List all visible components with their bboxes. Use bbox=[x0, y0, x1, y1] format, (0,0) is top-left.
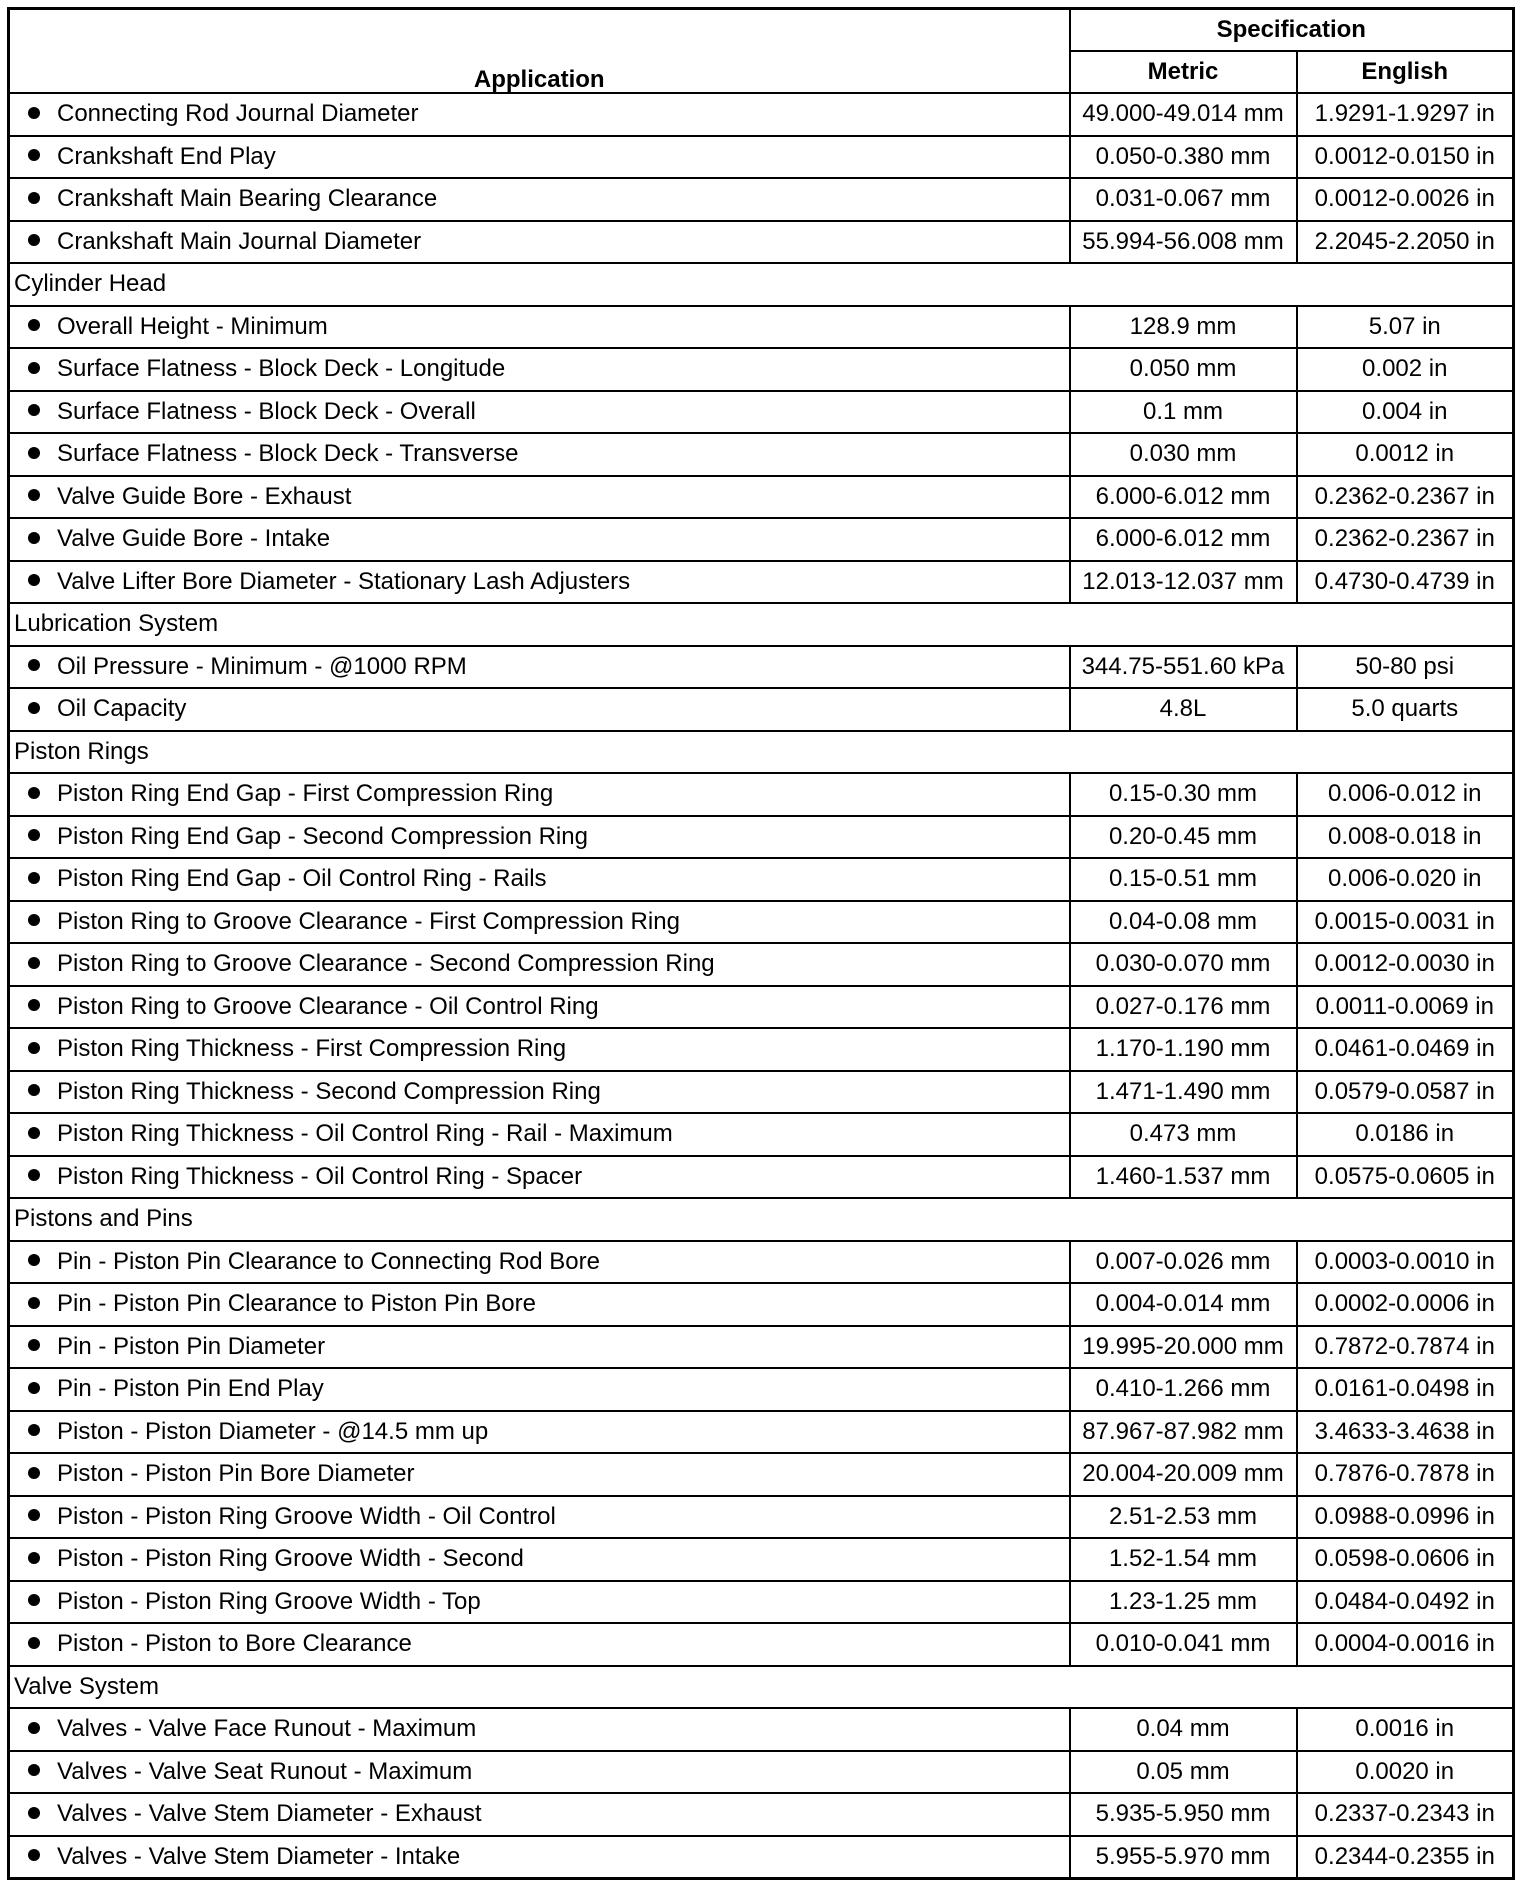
application-label: Valves - Valve Seat Runout - Maximum bbox=[57, 1757, 473, 1785]
bullet-icon bbox=[28, 872, 40, 884]
table-row bbox=[9, 1113, 1514, 1156]
bullet-icon bbox=[28, 532, 40, 544]
english-value: 50-80 psi bbox=[1297, 646, 1514, 689]
english-value: 0.0484-0.0492 in bbox=[1297, 1581, 1514, 1624]
bullet-icon bbox=[28, 319, 40, 331]
table-row bbox=[9, 1581, 1514, 1624]
section-title: Pistons and Pins bbox=[9, 1198, 1514, 1241]
english-value: 0.0020 in bbox=[1297, 1751, 1514, 1794]
english-header: English bbox=[1297, 51, 1514, 93]
english-value: 1.9291-1.9297 in bbox=[1297, 93, 1514, 136]
application-cell bbox=[9, 1453, 1070, 1496]
bullet-icon bbox=[28, 1254, 40, 1266]
application-cell bbox=[9, 943, 1070, 986]
application-cell bbox=[9, 1793, 1070, 1836]
english-value: 0.0016 in bbox=[1297, 1708, 1514, 1751]
application-cell bbox=[9, 901, 1070, 944]
metric-value: 12.013-12.037 mm bbox=[1070, 561, 1297, 604]
english-value: 0.004 in bbox=[1297, 391, 1514, 434]
application-cell bbox=[9, 1708, 1070, 1751]
application-cell bbox=[9, 1028, 1070, 1071]
application-label: Valve Guide Bore - Exhaust bbox=[57, 482, 352, 510]
application-label: Piston - Piston Diameter - @14.5 mm up bbox=[57, 1417, 489, 1445]
application-cell bbox=[9, 1496, 1070, 1539]
application-label: Piston Ring to Groove Clearance - Oil Control Ring bbox=[57, 992, 599, 1020]
application-label: Piston - Piston Ring Groove Width - Oil Control bbox=[57, 1502, 556, 1530]
table-row bbox=[9, 518, 1514, 561]
metric-value: 0.05 mm bbox=[1070, 1751, 1297, 1794]
application-cell bbox=[9, 1368, 1070, 1411]
section-header-row bbox=[9, 1198, 1514, 1241]
english-value: 0.0579-0.0587 in bbox=[1297, 1071, 1514, 1114]
table-row bbox=[9, 1368, 1514, 1411]
metric-value: 0.410-1.266 mm bbox=[1070, 1368, 1297, 1411]
application-label: Piston Ring End Gap - Second Compression Ring bbox=[57, 822, 588, 850]
metric-value: 0.030-0.070 mm bbox=[1070, 943, 1297, 986]
application-cell bbox=[9, 986, 1070, 1029]
header-row-top bbox=[9, 9, 1514, 52]
application-label: Piston Ring End Gap - First Compression Ring bbox=[57, 780, 554, 808]
english-value: 5.0 quarts bbox=[1297, 688, 1514, 731]
application-label: Valves - Valve Stem Diameter - Intake bbox=[57, 1842, 461, 1870]
table-row bbox=[9, 816, 1514, 859]
bullet-icon bbox=[28, 574, 40, 586]
application-cell bbox=[9, 1836, 1070, 1879]
application-label: Pin - Piston Pin Clearance to Connecting Rod Bore bbox=[57, 1247, 600, 1275]
bullet-icon bbox=[28, 1594, 40, 1606]
table-row bbox=[9, 433, 1514, 476]
metric-value: 1.471-1.490 mm bbox=[1070, 1071, 1297, 1114]
application-label: Valve Guide Bore - Intake bbox=[57, 525, 331, 553]
english-value: 0.0012 in bbox=[1297, 433, 1514, 476]
application-label: Surface Flatness - Block Deck - Longitude bbox=[57, 355, 506, 383]
table-row bbox=[9, 1496, 1514, 1539]
table-row bbox=[9, 1028, 1514, 1071]
table-row bbox=[9, 391, 1514, 434]
bullet-icon bbox=[28, 702, 40, 714]
english-value: 0.0575-0.0605 in bbox=[1297, 1156, 1514, 1199]
bullet-icon bbox=[28, 107, 40, 119]
application-cell bbox=[9, 688, 1070, 731]
table-row bbox=[9, 1411, 1514, 1454]
english-value: 0.2362-0.2367 in bbox=[1297, 476, 1514, 519]
metric-value: 87.967-87.982 mm bbox=[1070, 1411, 1297, 1454]
application-label: Piston - Piston Pin Bore Diameter bbox=[57, 1460, 415, 1488]
metric-value: 5.935-5.950 mm bbox=[1070, 1793, 1297, 1836]
table-row bbox=[9, 1453, 1514, 1496]
application-cell bbox=[9, 1241, 1070, 1284]
application-cell bbox=[9, 178, 1070, 221]
table-row bbox=[9, 476, 1514, 519]
bullet-icon bbox=[28, 362, 40, 374]
application-cell bbox=[9, 1326, 1070, 1369]
metric-value: 0.030 mm bbox=[1070, 433, 1297, 476]
application-cell bbox=[9, 136, 1070, 179]
english-value: 0.0011-0.0069 in bbox=[1297, 986, 1514, 1029]
metric-value: 0.473 mm bbox=[1070, 1113, 1297, 1156]
section-header-row bbox=[9, 263, 1514, 306]
bullet-icon bbox=[28, 234, 40, 246]
application-label: Piston Ring Thickness - Second Compression Ring bbox=[57, 1077, 601, 1105]
table-row bbox=[9, 943, 1514, 986]
table-row bbox=[9, 858, 1514, 901]
section-title: Valve System bbox=[9, 1666, 1514, 1709]
table-row bbox=[9, 1283, 1514, 1326]
metric-value: 0.04 mm bbox=[1070, 1708, 1297, 1751]
english-value: 0.002 in bbox=[1297, 348, 1514, 391]
metric-value: 6.000-6.012 mm bbox=[1070, 518, 1297, 561]
application-cell bbox=[9, 816, 1070, 859]
table-row bbox=[9, 93, 1514, 136]
metric-value: 0.031-0.067 mm bbox=[1070, 178, 1297, 221]
english-value: 0.0012-0.0030 in bbox=[1297, 943, 1514, 986]
metric-value: 49.000-49.014 mm bbox=[1070, 93, 1297, 136]
application-cell bbox=[9, 1156, 1070, 1199]
application-label: Piston Ring Thickness - Oil Control Ring - Rail - Maximum bbox=[57, 1120, 673, 1148]
bullet-icon bbox=[28, 659, 40, 671]
application-label: Piston Ring to Groove Clearance - Second Compression Ring bbox=[57, 950, 715, 978]
english-value: 0.0015-0.0031 in bbox=[1297, 901, 1514, 944]
metric-value: 1.23-1.25 mm bbox=[1070, 1581, 1297, 1624]
application-label: Piston - Piston Ring Groove Width - Second bbox=[57, 1545, 524, 1573]
english-value: 0.008-0.018 in bbox=[1297, 816, 1514, 859]
application-label: Pin - Piston Pin Clearance to Piston Pin Bore bbox=[57, 1290, 536, 1318]
bullet-icon bbox=[28, 829, 40, 841]
application-label: Piston - Piston Ring Groove Width - Top bbox=[57, 1587, 481, 1615]
bullet-icon bbox=[28, 1382, 40, 1394]
metric-value: 344.75-551.60 kPa bbox=[1070, 646, 1297, 689]
table-row bbox=[9, 221, 1514, 264]
section-title: Cylinder Head bbox=[9, 263, 1514, 306]
application-label: Oil Pressure - Minimum - @1000 RPM bbox=[57, 652, 467, 680]
english-value: 0.0004-0.0016 in bbox=[1297, 1623, 1514, 1666]
bullet-icon bbox=[28, 192, 40, 204]
metric-value: 19.995-20.000 mm bbox=[1070, 1326, 1297, 1369]
application-label: Piston Ring End Gap - Oil Control Ring - Rails bbox=[57, 865, 547, 893]
application-label: Pin - Piston Pin End Play bbox=[57, 1375, 324, 1403]
table-row bbox=[9, 688, 1514, 731]
english-value: 0.0161-0.0498 in bbox=[1297, 1368, 1514, 1411]
bullet-icon bbox=[28, 149, 40, 161]
english-value: 0.0461-0.0469 in bbox=[1297, 1028, 1514, 1071]
application-label: Surface Flatness - Block Deck - Overall bbox=[57, 397, 476, 425]
english-value: 5.07 in bbox=[1297, 306, 1514, 349]
application-label: Piston Ring Thickness - Oil Control Ring - Spacer bbox=[57, 1162, 583, 1190]
application-cell bbox=[9, 1538, 1070, 1581]
application-cell bbox=[9, 433, 1070, 476]
application-cell bbox=[9, 221, 1070, 264]
bullet-icon bbox=[28, 1637, 40, 1649]
application-label: Valves - Valve Face Runout - Maximum bbox=[57, 1715, 477, 1743]
english-value: 0.2362-0.2367 in bbox=[1297, 518, 1514, 561]
english-value: 0.0012-0.0150 in bbox=[1297, 136, 1514, 179]
application-label: Piston Ring to Groove Clearance - First Compression Ring bbox=[57, 907, 680, 935]
bullet-icon bbox=[28, 1297, 40, 1309]
metric-value: 0.050 mm bbox=[1070, 348, 1297, 391]
metric-value: 0.15-0.51 mm bbox=[1070, 858, 1297, 901]
application-cell bbox=[9, 93, 1070, 136]
bullet-icon bbox=[28, 787, 40, 799]
specification-header: Specification bbox=[1070, 9, 1514, 52]
table-row bbox=[9, 1538, 1514, 1581]
application-header: Application bbox=[9, 9, 1070, 94]
english-value: 2.2045-2.2050 in bbox=[1297, 221, 1514, 264]
metric-value: 0.15-0.30 mm bbox=[1070, 773, 1297, 816]
metric-value: 1.52-1.54 mm bbox=[1070, 1538, 1297, 1581]
application-cell bbox=[9, 476, 1070, 519]
table-row bbox=[9, 773, 1514, 816]
metric-value: 1.460-1.537 mm bbox=[1070, 1156, 1297, 1199]
bullet-icon bbox=[28, 447, 40, 459]
application-label: Oil Capacity bbox=[57, 695, 187, 723]
section-title: Lubrication System bbox=[9, 603, 1514, 646]
application-label: Crankshaft Main Journal Diameter bbox=[57, 227, 422, 255]
application-cell bbox=[9, 1283, 1070, 1326]
table-row bbox=[9, 136, 1514, 179]
english-value: 0.0002-0.0006 in bbox=[1297, 1283, 1514, 1326]
english-value: 0.2344-0.2355 in bbox=[1297, 1836, 1514, 1879]
application-cell bbox=[9, 646, 1070, 689]
table-row bbox=[9, 1326, 1514, 1369]
metric-value: 2.51-2.53 mm bbox=[1070, 1496, 1297, 1539]
application-cell bbox=[9, 858, 1070, 901]
english-value: 0.0003-0.0010 in bbox=[1297, 1241, 1514, 1284]
application-label: Crankshaft Main Bearing Clearance bbox=[57, 185, 438, 213]
table-row bbox=[9, 1071, 1514, 1114]
english-value: 0.006-0.020 in bbox=[1297, 858, 1514, 901]
bullet-icon bbox=[28, 999, 40, 1011]
bullet-icon bbox=[28, 1084, 40, 1096]
application-cell bbox=[9, 1411, 1070, 1454]
application-cell bbox=[9, 518, 1070, 561]
application-cell bbox=[9, 1071, 1070, 1114]
table-row bbox=[9, 1751, 1514, 1794]
table-row bbox=[9, 986, 1514, 1029]
bullet-icon bbox=[28, 1509, 40, 1521]
table-row bbox=[9, 901, 1514, 944]
english-value: 0.0988-0.0996 in bbox=[1297, 1496, 1514, 1539]
english-value: 0.7876-0.7878 in bbox=[1297, 1453, 1514, 1496]
application-cell bbox=[9, 561, 1070, 604]
english-value: 0.006-0.012 in bbox=[1297, 773, 1514, 816]
bullet-icon bbox=[28, 1722, 40, 1734]
bullet-icon bbox=[28, 1807, 40, 1819]
metric-value: 4.8L bbox=[1070, 688, 1297, 731]
bullet-icon bbox=[28, 914, 40, 926]
application-label: Overall Height - Minimum bbox=[57, 312, 328, 340]
metric-header: Metric bbox=[1070, 51, 1297, 93]
bullet-icon bbox=[28, 1764, 40, 1776]
table-row bbox=[9, 646, 1514, 689]
application-cell bbox=[9, 306, 1070, 349]
table-row bbox=[9, 178, 1514, 221]
application-cell bbox=[9, 1581, 1070, 1624]
table-row bbox=[9, 1793, 1514, 1836]
application-label: Piston Ring Thickness - First Compression Ring bbox=[57, 1035, 567, 1063]
table-row bbox=[9, 1241, 1514, 1284]
metric-value: 0.1 mm bbox=[1070, 391, 1297, 434]
metric-value: 6.000-6.012 mm bbox=[1070, 476, 1297, 519]
table-row bbox=[9, 1708, 1514, 1751]
metric-value: 0.050-0.380 mm bbox=[1070, 136, 1297, 179]
table-row bbox=[9, 348, 1514, 391]
section-header-row bbox=[9, 1666, 1514, 1709]
metric-value: 0.007-0.026 mm bbox=[1070, 1241, 1297, 1284]
application-cell bbox=[9, 1751, 1070, 1794]
metric-value: 0.04-0.08 mm bbox=[1070, 901, 1297, 944]
application-cell bbox=[9, 773, 1070, 816]
application-cell bbox=[9, 1113, 1070, 1156]
bullet-icon bbox=[28, 1552, 40, 1564]
metric-value: 0.004-0.014 mm bbox=[1070, 1283, 1297, 1326]
application-label: Pin - Piston Pin Diameter bbox=[57, 1332, 326, 1360]
metric-value: 55.994-56.008 mm bbox=[1070, 221, 1297, 264]
english-value: 0.4730-0.4739 in bbox=[1297, 561, 1514, 604]
english-value: 3.4633-3.4638 in bbox=[1297, 1411, 1514, 1454]
english-value: 0.7872-0.7874 in bbox=[1297, 1326, 1514, 1369]
section-header-row bbox=[9, 603, 1514, 646]
application-label: Crankshaft End Play bbox=[57, 142, 276, 170]
application-cell bbox=[9, 391, 1070, 434]
application-cell bbox=[9, 1623, 1070, 1666]
application-cell bbox=[9, 348, 1070, 391]
english-value: 0.0186 in bbox=[1297, 1113, 1514, 1156]
metric-value: 128.9 mm bbox=[1070, 306, 1297, 349]
bullet-icon bbox=[28, 1849, 40, 1861]
table-row bbox=[9, 1156, 1514, 1199]
english-value: 0.0012-0.0026 in bbox=[1297, 178, 1514, 221]
bullet-icon bbox=[28, 1169, 40, 1181]
bullet-icon bbox=[28, 1127, 40, 1139]
application-label: Valves - Valve Stem Diameter - Exhaust bbox=[57, 1800, 482, 1828]
section-title: Piston Rings bbox=[9, 731, 1514, 774]
table-row bbox=[9, 1836, 1514, 1879]
application-label: Connecting Rod Journal Diameter bbox=[57, 100, 419, 128]
table-row bbox=[9, 306, 1514, 349]
application-label: Piston - Piston to Bore Clearance bbox=[57, 1630, 412, 1658]
metric-value: 5.955-5.970 mm bbox=[1070, 1836, 1297, 1879]
bullet-icon bbox=[28, 957, 40, 969]
table-row bbox=[9, 1623, 1514, 1666]
metric-value: 20.004-20.009 mm bbox=[1070, 1453, 1297, 1496]
application-label: Valve Lifter Bore Diameter - Stationary Lash Adjusters bbox=[57, 567, 631, 595]
table-row bbox=[9, 561, 1514, 604]
bullet-icon bbox=[28, 1339, 40, 1351]
table-body bbox=[9, 93, 1514, 1879]
bullet-icon bbox=[28, 1467, 40, 1479]
specification-table bbox=[7, 7, 1515, 1880]
application-label: Surface Flatness - Block Deck - Transverse bbox=[57, 440, 519, 468]
metric-value: 1.170-1.190 mm bbox=[1070, 1028, 1297, 1071]
bullet-icon bbox=[28, 404, 40, 416]
metric-value: 0.20-0.45 mm bbox=[1070, 816, 1297, 859]
bullet-icon bbox=[28, 1042, 40, 1054]
bullet-icon bbox=[28, 489, 40, 501]
english-value: 0.2337-0.2343 in bbox=[1297, 1793, 1514, 1836]
metric-value: 0.027-0.176 mm bbox=[1070, 986, 1297, 1029]
bullet-icon bbox=[28, 1424, 40, 1436]
section-header-row bbox=[9, 731, 1514, 774]
english-value: 0.0598-0.0606 in bbox=[1297, 1538, 1514, 1581]
metric-value: 0.010-0.041 mm bbox=[1070, 1623, 1297, 1666]
